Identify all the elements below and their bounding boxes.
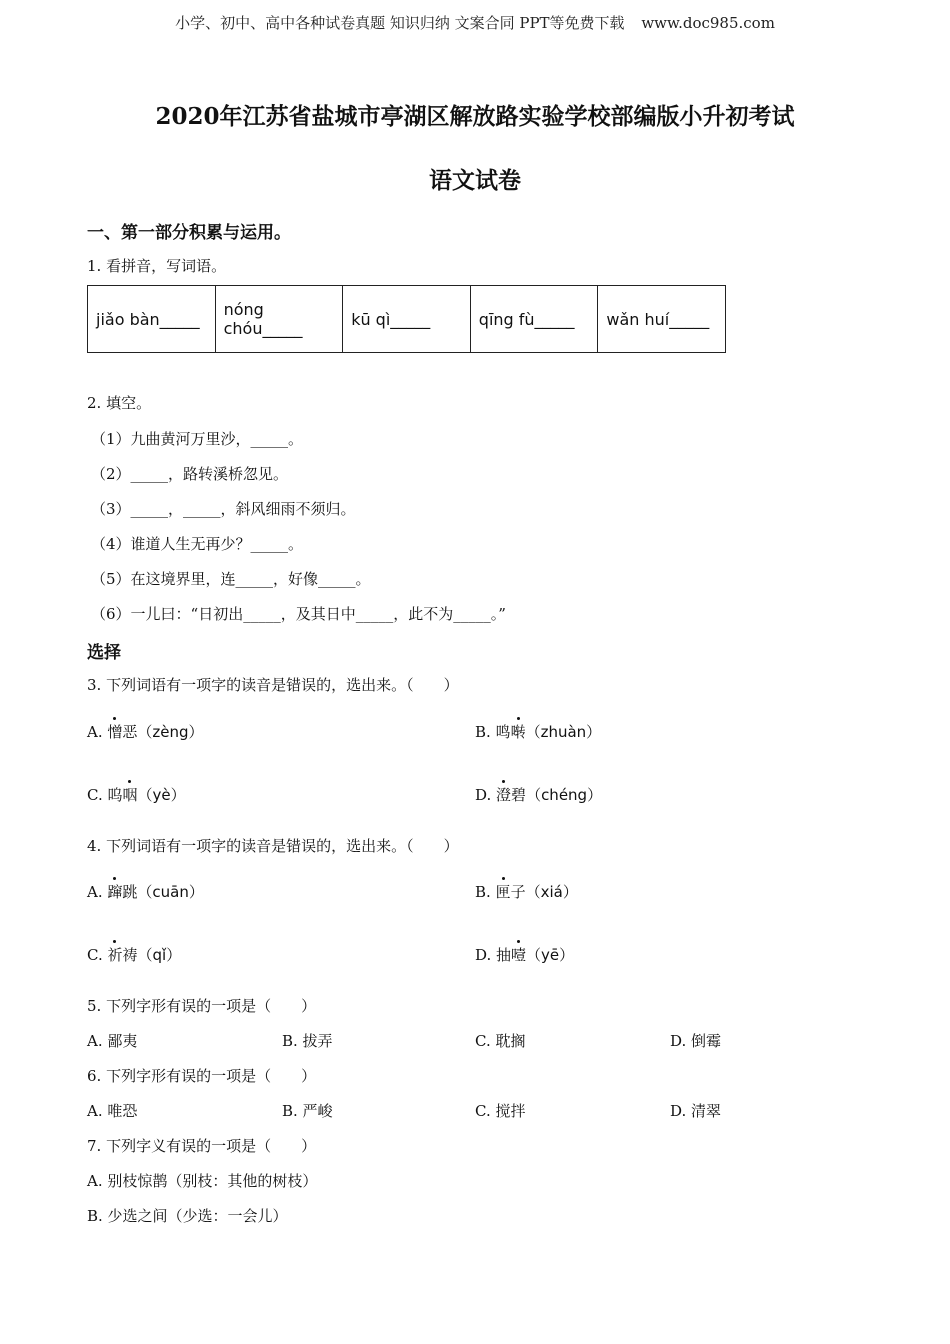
q5-option-c[interactable]: C. 耽搁 bbox=[475, 1032, 526, 1050]
q3-option-d[interactable]: D. 澄碧（chéng） bbox=[475, 786, 603, 804]
emphasis-char: 咽 bbox=[122, 786, 138, 804]
pinyin-cell: kū qì_____ bbox=[343, 286, 471, 353]
question-5-stem: 5. 下列字形有误的一项是（ ） bbox=[87, 997, 317, 1015]
q6-option-c[interactable]: C. 搅拌 bbox=[475, 1102, 526, 1120]
q6-option-d[interactable]: D. 清翠 bbox=[670, 1102, 722, 1120]
q5-option-a[interactable]: A. 鄙夷 bbox=[87, 1032, 138, 1050]
question-1-stem: 1. 看拼音，写词语。 bbox=[87, 257, 227, 275]
pinyin-cell: wǎn huí_____ bbox=[598, 286, 726, 353]
q3-option-a[interactable]: A. 憎恶（zèng） bbox=[87, 723, 204, 741]
emphasis-char: 匣 bbox=[495, 883, 511, 901]
section-heading-choice: 选择 bbox=[87, 643, 121, 663]
fill-item-1: （1）九曲黄河万里沙，_____。 bbox=[91, 430, 304, 448]
page-header bbox=[0, 12, 950, 33]
fill-item-2: （2）_____，路转溪桥忽见。 bbox=[91, 465, 289, 483]
question-4-stem: 4. 下列词语有一项字的读音是错误的，选出来。（ ） bbox=[87, 837, 459, 855]
pinyin-cell: qīng fù_____ bbox=[470, 286, 598, 353]
emphasis-char: 啭 bbox=[510, 723, 526, 741]
question-3-stem: 3. 下列词语有一项字的读音是错误的，选出来。（ ） bbox=[87, 676, 459, 694]
pinyin-table bbox=[87, 285, 726, 353]
pinyin-cell: nóng chóu_____ bbox=[215, 286, 343, 353]
header-url[interactable]: www.doc985.com bbox=[641, 14, 775, 32]
q4-option-d[interactable]: D. 抽噎（yē） bbox=[475, 946, 575, 964]
q4-option-c[interactable]: C. 祈祷（qǐ） bbox=[87, 946, 182, 964]
fill-item-6: （6）一儿曰：“日初出_____，及其日中_____，此不为_____。” bbox=[91, 605, 506, 623]
emphasis-char: 蹿 bbox=[107, 883, 123, 901]
page-subtitle: 语文试卷 bbox=[429, 167, 521, 194]
emphasis-char: 澄 bbox=[496, 786, 512, 804]
q5-option-d[interactable]: D. 倒霉 bbox=[670, 1032, 722, 1050]
question-6-stem: 6. 下列字形有误的一项是（ ） bbox=[87, 1067, 317, 1085]
fill-item-5: （5）在这境界里，连_____，好像_____。 bbox=[91, 570, 371, 588]
q6-option-a[interactable]: A. 唯恐 bbox=[87, 1102, 138, 1120]
q3-option-b[interactable]: B. 鸣啭（zhuàn） bbox=[475, 723, 602, 741]
fill-item-4: （4）谁道人生无再少？_____。 bbox=[91, 535, 304, 553]
q4-option-a[interactable]: A. 蹿跳（cuān） bbox=[87, 883, 204, 901]
pinyin-cell: jiǎo bàn_____ bbox=[88, 286, 216, 353]
page-title: 2020年江苏省盐城市亭湖区解放路实验学校部编版小升初考试 bbox=[155, 103, 795, 130]
q7-option-b[interactable]: B. 少选之间（少选：一会儿） bbox=[87, 1207, 288, 1225]
question-7-stem: 7. 下列字义有误的一项是（ ） bbox=[87, 1137, 317, 1155]
section-heading-1: 一、第一部分积累与运用。 bbox=[87, 223, 291, 243]
q3-option-c[interactable]: C. 呜咽（yè） bbox=[87, 786, 186, 804]
emphasis-char: 祈 bbox=[107, 946, 123, 964]
q4-option-b[interactable]: B. 匣子（xiá） bbox=[475, 883, 578, 901]
q7-option-a[interactable]: A. 别枝惊鹊（别枝：其他的树枝） bbox=[87, 1172, 318, 1190]
fill-item-3: （3）_____，_____，斜风细雨不须归。 bbox=[91, 500, 356, 518]
header-text: 小学、初中、高中各种试卷真题 知识归纳 文案合同 PPT等免费下载 bbox=[175, 14, 625, 32]
q5-option-b[interactable]: B. 拔弄 bbox=[282, 1032, 333, 1050]
q6-option-b[interactable]: B. 严峻 bbox=[282, 1102, 333, 1120]
emphasis-char: 憎 bbox=[107, 723, 123, 741]
question-2-stem: 2. 填空。 bbox=[87, 394, 152, 412]
emphasis-char: 噎 bbox=[511, 946, 527, 964]
